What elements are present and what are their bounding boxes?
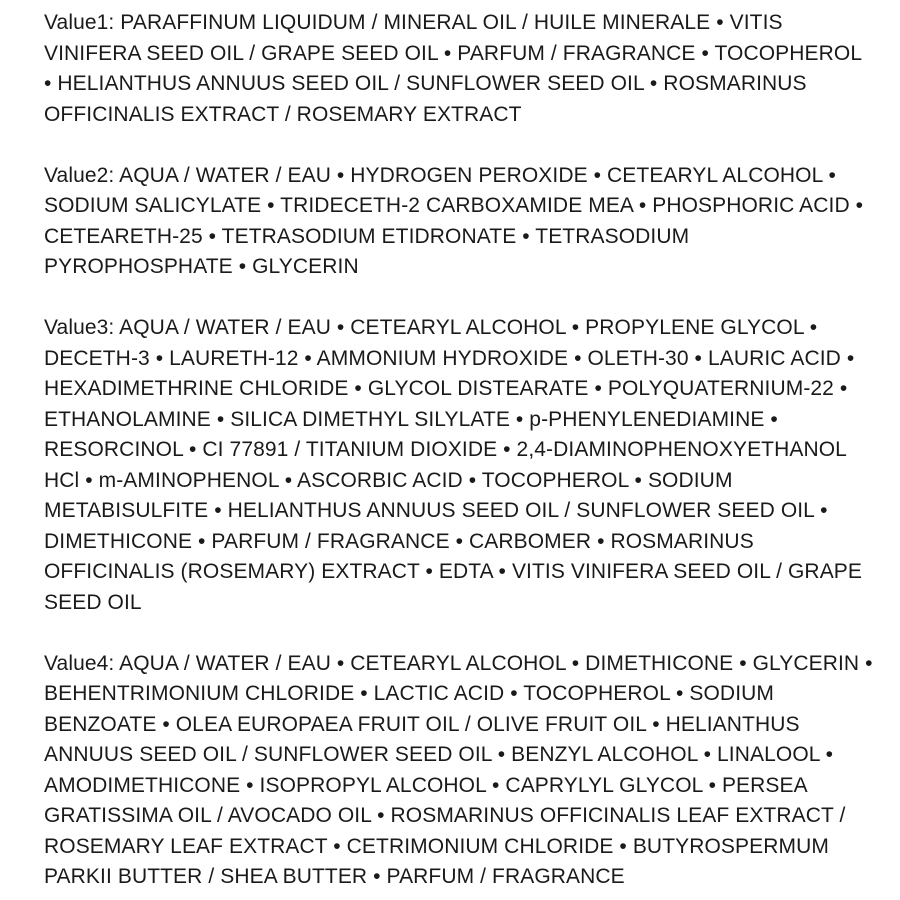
ingredient-list-value3: Value3: AQUA / WATER / EAU • CETEARYL ALCOHOL • PROPYLENE GLYCOL • DECETH-3 • LAURETH-12 • AMMONIUM HYDROXIDE • OLETH-30 • LAURIC ACID • HEXADIMETHRINE CHLORIDE • GLYCOL DISTEARATE • POLYQUATERNIUM-22 • ETHANOLAMINE • SILICA DIMETHYL SILYLATE • p-PHENYLENEDIAMINE • RESORCINOL • CI 77891 / TITANIUM DIOXIDE • 2,4-DIAMINOPHENOXYETHANOL HCl • m-AMINOPHENOL • ASCORBIC ACID • TOCOPHEROL • SODIUM METABISULFITE • HELIANTHUS ANNUUS SEED OIL / SUNFLOWER SEED OIL • DIMETHICONE • PARFUM / FRAGRANCE • CARBOMER • ROSMARINUS OFFICINALIS (ROSEMARY) EXTRACT • EDTA • VITIS VINIFERA SEED OIL / GRAPE SEED OIL <box>44 316 863 614</box>
ingredient-list-value4: Value4: AQUA / WATER / EAU • CETEARYL ALCOHOL • DIMETHICONE • GLYCERIN • BEHENTRIMONIUM CHLORIDE • LACTIC ACID • TOCOPHEROL • SODIUM BENZOATE • OLEA EUROPAEA FRUIT OIL / OLIVE FRUIT OIL • HELIANTHUS ANNUUS SEED OIL / SUNFLOWER SEED OIL • BENZYL ALCOHOL • LINALOOL • AMODIMETHICONE • ISOPROPYL ALCOHOL • CAPRYLYL GLYCOL • PERSEA GRATISSIMA OIL / AVOCADO OIL • ROSMARINUS OFFICINALIS LEAF EXTRACT / ROSEMARY LEAF EXTRACT • CETRIMONIUM CHLORIDE • BUTYROSPERMUM PARKII BUTTER / SHEA BUTTER • PARFUM / FRAGRANCE <box>44 651 873 888</box>
ingredient-list-value2: Value2: AQUA / WATER / EAU • HYDROGEN PEROXIDE • CETEARYL ALCOHOL • SODIUM SALICYLATE • TRIDECETH-2 CARBOXAMIDE MEA • PHOSPHORIC ACID • CETEARETH-25 • TETRASODIUM ETIDRONATE • TETRASODIUM PYROPHOSPHATE • GLYCERIN <box>44 163 864 278</box>
ingredient-list-value1: Value1: PARAFFINUM LIQUIDUM / MINERAL OIL / HUILE MINERALE • VITIS VINIFERA SEED OIL / GRAPE SEED OIL • PARFUM / FRAGRANCE • TOCOPHEROL • HELIANTHUS ANNUUS SEED OIL / SUNFLOWER SEED OIL • ROSMARINUS OFFICINALIS EXTRACT / ROSEMARY EXTRACT <box>44 11 862 126</box>
